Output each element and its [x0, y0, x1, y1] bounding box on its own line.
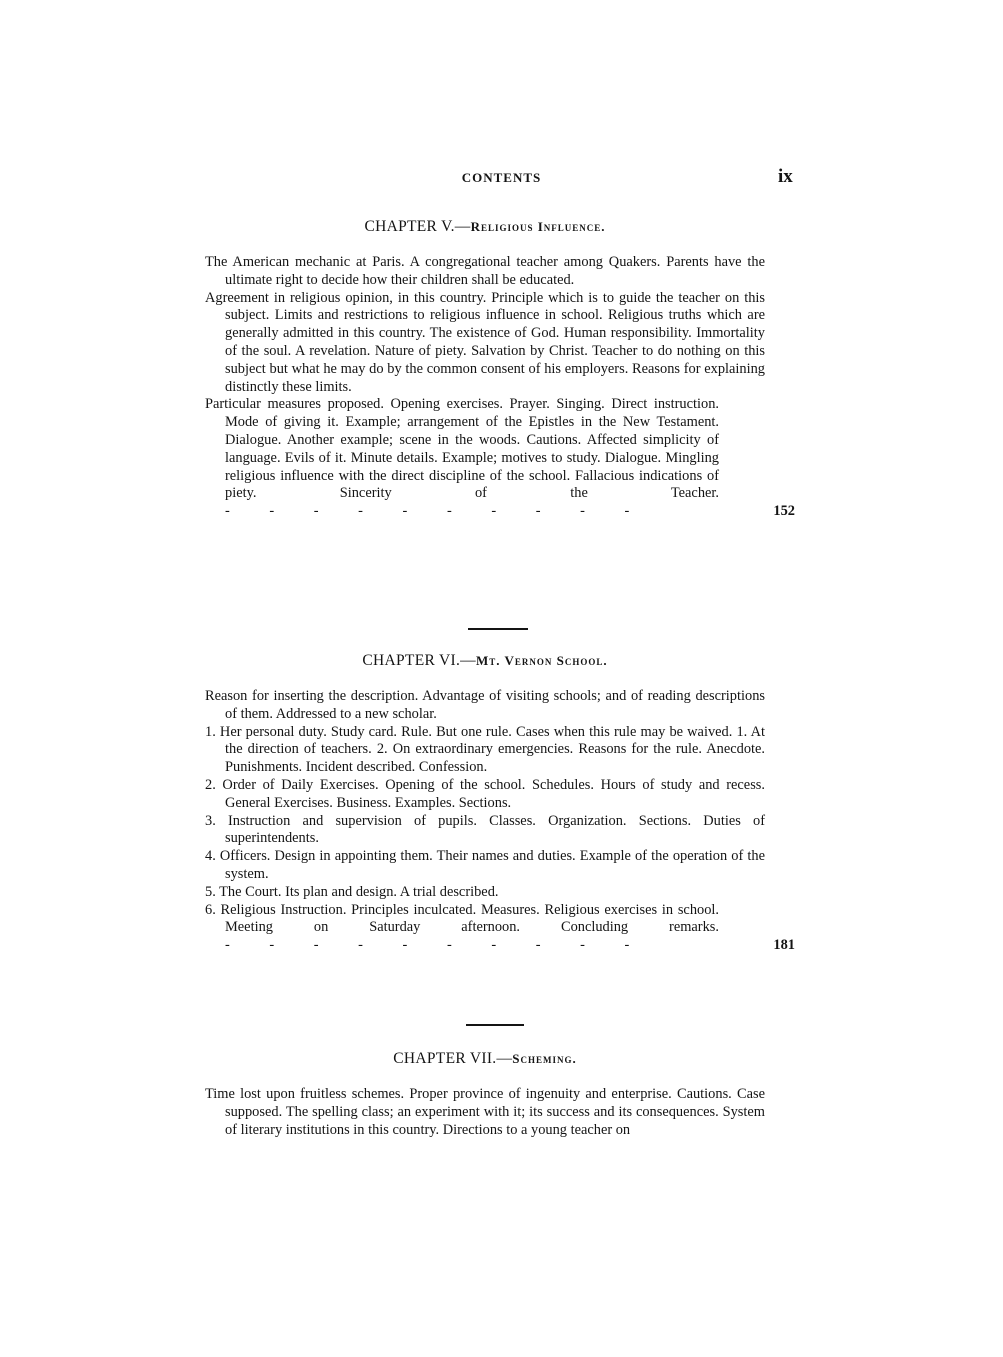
chapter-6-title-main: CHAPTER VI.— [362, 652, 476, 669]
section-divider-rule [468, 628, 528, 630]
chapter-7-section [205, 1050, 765, 1139]
chapter-6-title [205, 652, 765, 670]
chapter-6-entry-intro: Reason for inserting the description. Advantage of visiting schools; and of reading descriptions of them. Addressed to a new scholar. [205, 688, 765, 722]
chapter-6-entry-6-text: 6. Religious Instruction. Principles inculcated. Measures. Religious exercises in school. Meeting on Saturday afternoon. Concluding remarks. [205, 901, 719, 936]
chapter-6-entry-2: 2. Order of Daily Exercises. Opening of the school. Schedules. Hours of study and recess. General Exercises. Business. Examples. Sections. [205, 776, 765, 811]
section-divider-rule [466, 1024, 524, 1026]
chapter-5-page-ref: 152 [773, 503, 795, 520]
chapter-6-section [205, 652, 795, 955]
page-number: ix [778, 166, 793, 187]
chapter-7-title-main: CHAPTER VII.— [393, 1050, 513, 1067]
chapter-6-page-ref: 181 [773, 937, 795, 954]
chapter-7-title [205, 1050, 765, 1068]
chapter-5-entry-2: Agreement in religious opinion, in this country. Principle which is to guide the teacher on this subject. Limits and restrictions to religious influence in school. Religious truths which are generally admitted in this country. The existence of God. Human responsibility. Immortality of the soul. A revelation. Nature of piety. Salvation by Christ. Teacher to do nothing on this subject but what he may do by the common consent of his employers. Reasons for explaining distinctly these limits. [205, 289, 765, 395]
chapter-5-section [205, 218, 795, 521]
chapter-6-entry-1: 1. Her personal duty. Study card. Rule. But one rule. Cases when this rule may be waived. 1. At the direction of teachers. 2. On extraordinary emergencies. Reasons for the rule. Anecdote. Punishments. Incident described. Confession. [205, 723, 765, 776]
chapter-6-entry-4: 4. Officers. Design in appointing them. Their names and duties. Example of the operation of the system. [205, 848, 765, 882]
chapter-6-leader-dots: - - - - - - - - - - [225, 937, 648, 954]
chapter-5-entry-3 [205, 396, 795, 521]
running-title: CONTENTS [461, 170, 542, 185]
chapter-5-title-main: CHAPTER V.— [364, 218, 471, 235]
chapter-5-title-subject: Religious Influence. [470, 219, 606, 234]
chapter-5-title [205, 218, 765, 236]
chapter-5-entry-3-text: Particular measures proposed. Opening exercises. Prayer. Singing. Direct instruction. Mode of giving it. Example; arrangement of the Epistles in the New Testament. Dialogue. Another example; scene in the woods. Cautions. Affected simplicity of language. Evils of it. Minute details. Example; motives to study. Dialogue. Mingling religious influence with the direct discipline of the school. Fallacious indications of piety. Sincerity of the Teacher. [205, 396, 719, 502]
chapter-7-entry-1: Time lost upon fruitless schemes. Proper province of ingenuity and enterprise. Cautions. Case supposed. The spelling class; an experiment with it; its success and its consequences. System of literary institutions in this country. Directions to a young teacher on [205, 1086, 765, 1138]
chapter-6-entry-5: 5. The Court. Its plan and design. A trial described. [205, 883, 499, 900]
chapter-6-entry-3: 3. Instruction and supervision of pupils. Classes. Organization. Sections. Duties of superintendents. [205, 812, 765, 847]
chapter-7-title-subject: Scheming. [512, 1051, 577, 1066]
chapter-6-title-subject: Mt. Vernon School. [475, 653, 608, 668]
chapter-5-leader-dots: - - - - - - - - - - [225, 503, 648, 520]
chapter-5-entry-1: The American mechanic at Paris. A congregational teacher among Quakers. Parents have the ultimate right to decide how their children shall be educated. [205, 254, 765, 288]
chapter-6-entry-6 [205, 901, 795, 955]
